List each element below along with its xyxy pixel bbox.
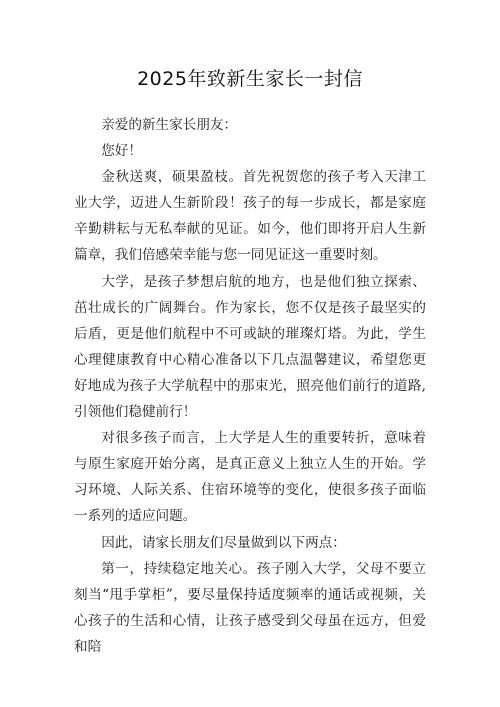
- letter-body: [74, 112, 426, 660]
- greeting: 您好！: [101, 143, 142, 160]
- paragraph-first-point: 第一，持续稳定地关心。孩子刚入大学，父母不要立刻当“甩手掌柜”，要尽量保持适度频率的通话或视频，关心孩子的生活和心情，让孩子感受到父母虽在远方，但爱和陪: [74, 560, 426, 655]
- paragraph-congratulations: 金秋送爽，硕果盈枝。首先祝贺您的孩子考入天津工业大学，迈进人生新阶段！孩子的每一步成长，都是家庭辛勤耕耘与无私奉献的见证。如今，他们即将开启人生新篇章，我们倍感荣幸能与您一同见证这一重要时刻。: [74, 169, 426, 264]
- page-title: 2025年致新生家长一封信: [137, 68, 363, 90]
- paragraph-university-stage: 大学，是孩子梦想启航的地方，也是他们独立探索、茁壮成长的广阔舞台。作为家长，您不仅是孩子最坚实的后盾，更是他们航程中不可或缺的璀璨灯塔。为此，学生心理健康教育中心精心准备以下几点温馨建议，希望您更好地成为孩子大学航程中的那束光，照亮他们前行的道路,引领他们稳健前行！: [74, 273, 426, 421]
- paragraph-requests-intro: 因此，请家长朋友们尽量做到以下两点：: [101, 534, 346, 551]
- salutation: 亲爱的新生家长朋友：: [101, 117, 238, 133]
- paragraph-transition: 对很多孩子而言，上大学是人生的重要转折，意味着与原生家庭开始分离，是真正意义上独立人生的开始。学习环境、人际关系、住宿环境等的变化，使很多孩子面临一系列的适应问题。: [74, 430, 426, 525]
